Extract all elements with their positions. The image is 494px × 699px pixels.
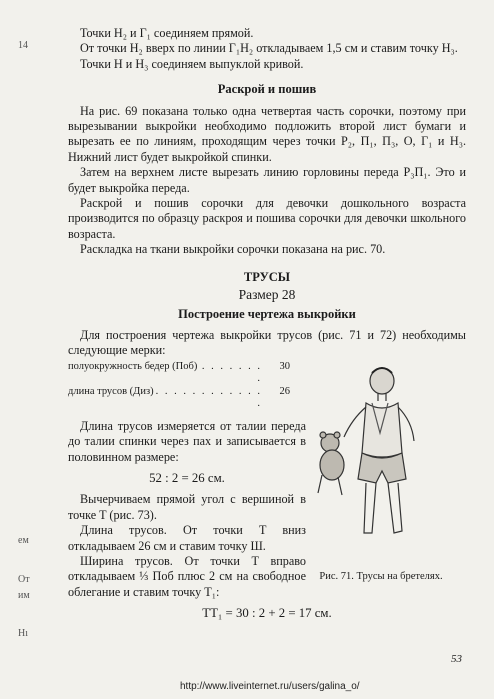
paragraph: Длина трусов измеряется от талии переда до талии спинки через пах и записывается в половинном размере: bbox=[68, 418, 306, 464]
paragraph: Для построения чертежа выкройки трусов (рис. 71 и 72) необходимы следующие мерки: bbox=[68, 327, 466, 358]
margin-mark: 14 bbox=[18, 40, 28, 51]
paragraph: На рис. 69 показана только одна четвертая часть сорочки, поэтому при вырезывании выкройки необходимо подложить второй лист бумаги и вырезать ее по линиям, проходящим через точки P₂, П₁, П₃, O, Г₁ и H₃. Нижний лист будет выкройкой спинки. bbox=[68, 103, 466, 164]
measure-value: 30 bbox=[279, 360, 290, 372]
paragraph: Раскладка на ткани выкройки сорочки показана на рис. 70. bbox=[80, 242, 386, 257]
formula: TT₁ = 30 : 2 + 2 = 17 см. bbox=[202, 606, 332, 621]
formula: 52 : 2 = 26 см. bbox=[149, 470, 225, 485]
margin-note-2: От bbox=[18, 574, 30, 585]
section-size: Размер 28 bbox=[238, 287, 296, 303]
margin-note-4: Hı bbox=[18, 628, 28, 639]
paragraph: Затем на верхнем листе вырезать линию горловины переда P₃П₁. Это и будет выкройка переда. bbox=[68, 165, 466, 195]
measure-dots: . . . . . . . . bbox=[201, 360, 262, 385]
text-line: Точки H₂ и Г₁ соединяем прямой. bbox=[80, 26, 254, 40]
measure-dots: . . . . . . . . . . . . . bbox=[155, 385, 262, 410]
measure-name: полуокружность бедер (Поб) bbox=[68, 360, 198, 372]
section-heading-pattern: Построение чертежа выкройки bbox=[178, 306, 356, 321]
margin-note-3: им bbox=[18, 590, 30, 601]
figure-caption: Рис. 71. Трусы на бретелях. bbox=[319, 571, 443, 582]
paragraph: Длина трусов. От точки T вниз откладываем 26 см и ставим точку Ш. bbox=[68, 523, 306, 553]
text-line: Точки H и H₃ соединяем выпуклой кривой. bbox=[80, 56, 304, 71]
measure-row bbox=[68, 361, 290, 386]
section-heading-cutting: Раскрой и пошив bbox=[217, 82, 317, 97]
paragraph: Ширина трусов. От точки T вправо откладываем ⅓ Поб плюс 2 см на свободное облегание и ставим точку T₁: bbox=[68, 553, 306, 599]
margin-note-1: ем bbox=[18, 535, 29, 546]
left-column bbox=[68, 419, 306, 600]
paragraph: Вычерчиваем прямой угол с вершиной в точке T (рис. 73). bbox=[68, 492, 306, 522]
page-number: 53 bbox=[451, 653, 462, 665]
child-in-shorts-illustration bbox=[308, 363, 448, 563]
measure-name: длина трусов (Диз) bbox=[68, 385, 154, 397]
text-line: От точки H₂ вверх по линии Г₁H₂ откладываем 1,5 см и ставим точку H₃. bbox=[80, 41, 458, 56]
section-title: ТРУСЫ bbox=[243, 269, 291, 284]
measure-value: 26 bbox=[279, 385, 290, 397]
measure-row bbox=[68, 386, 290, 411]
paragraph: Раскрой и пошив сорочки для девочки дошкольного возраста производится по образцу раскроя и пошива сорочки для девочки школьного возраста. bbox=[68, 196, 466, 241]
source-url[interactable]: http://www.liveinternet.ru/users/galina_o/ bbox=[180, 681, 360, 692]
